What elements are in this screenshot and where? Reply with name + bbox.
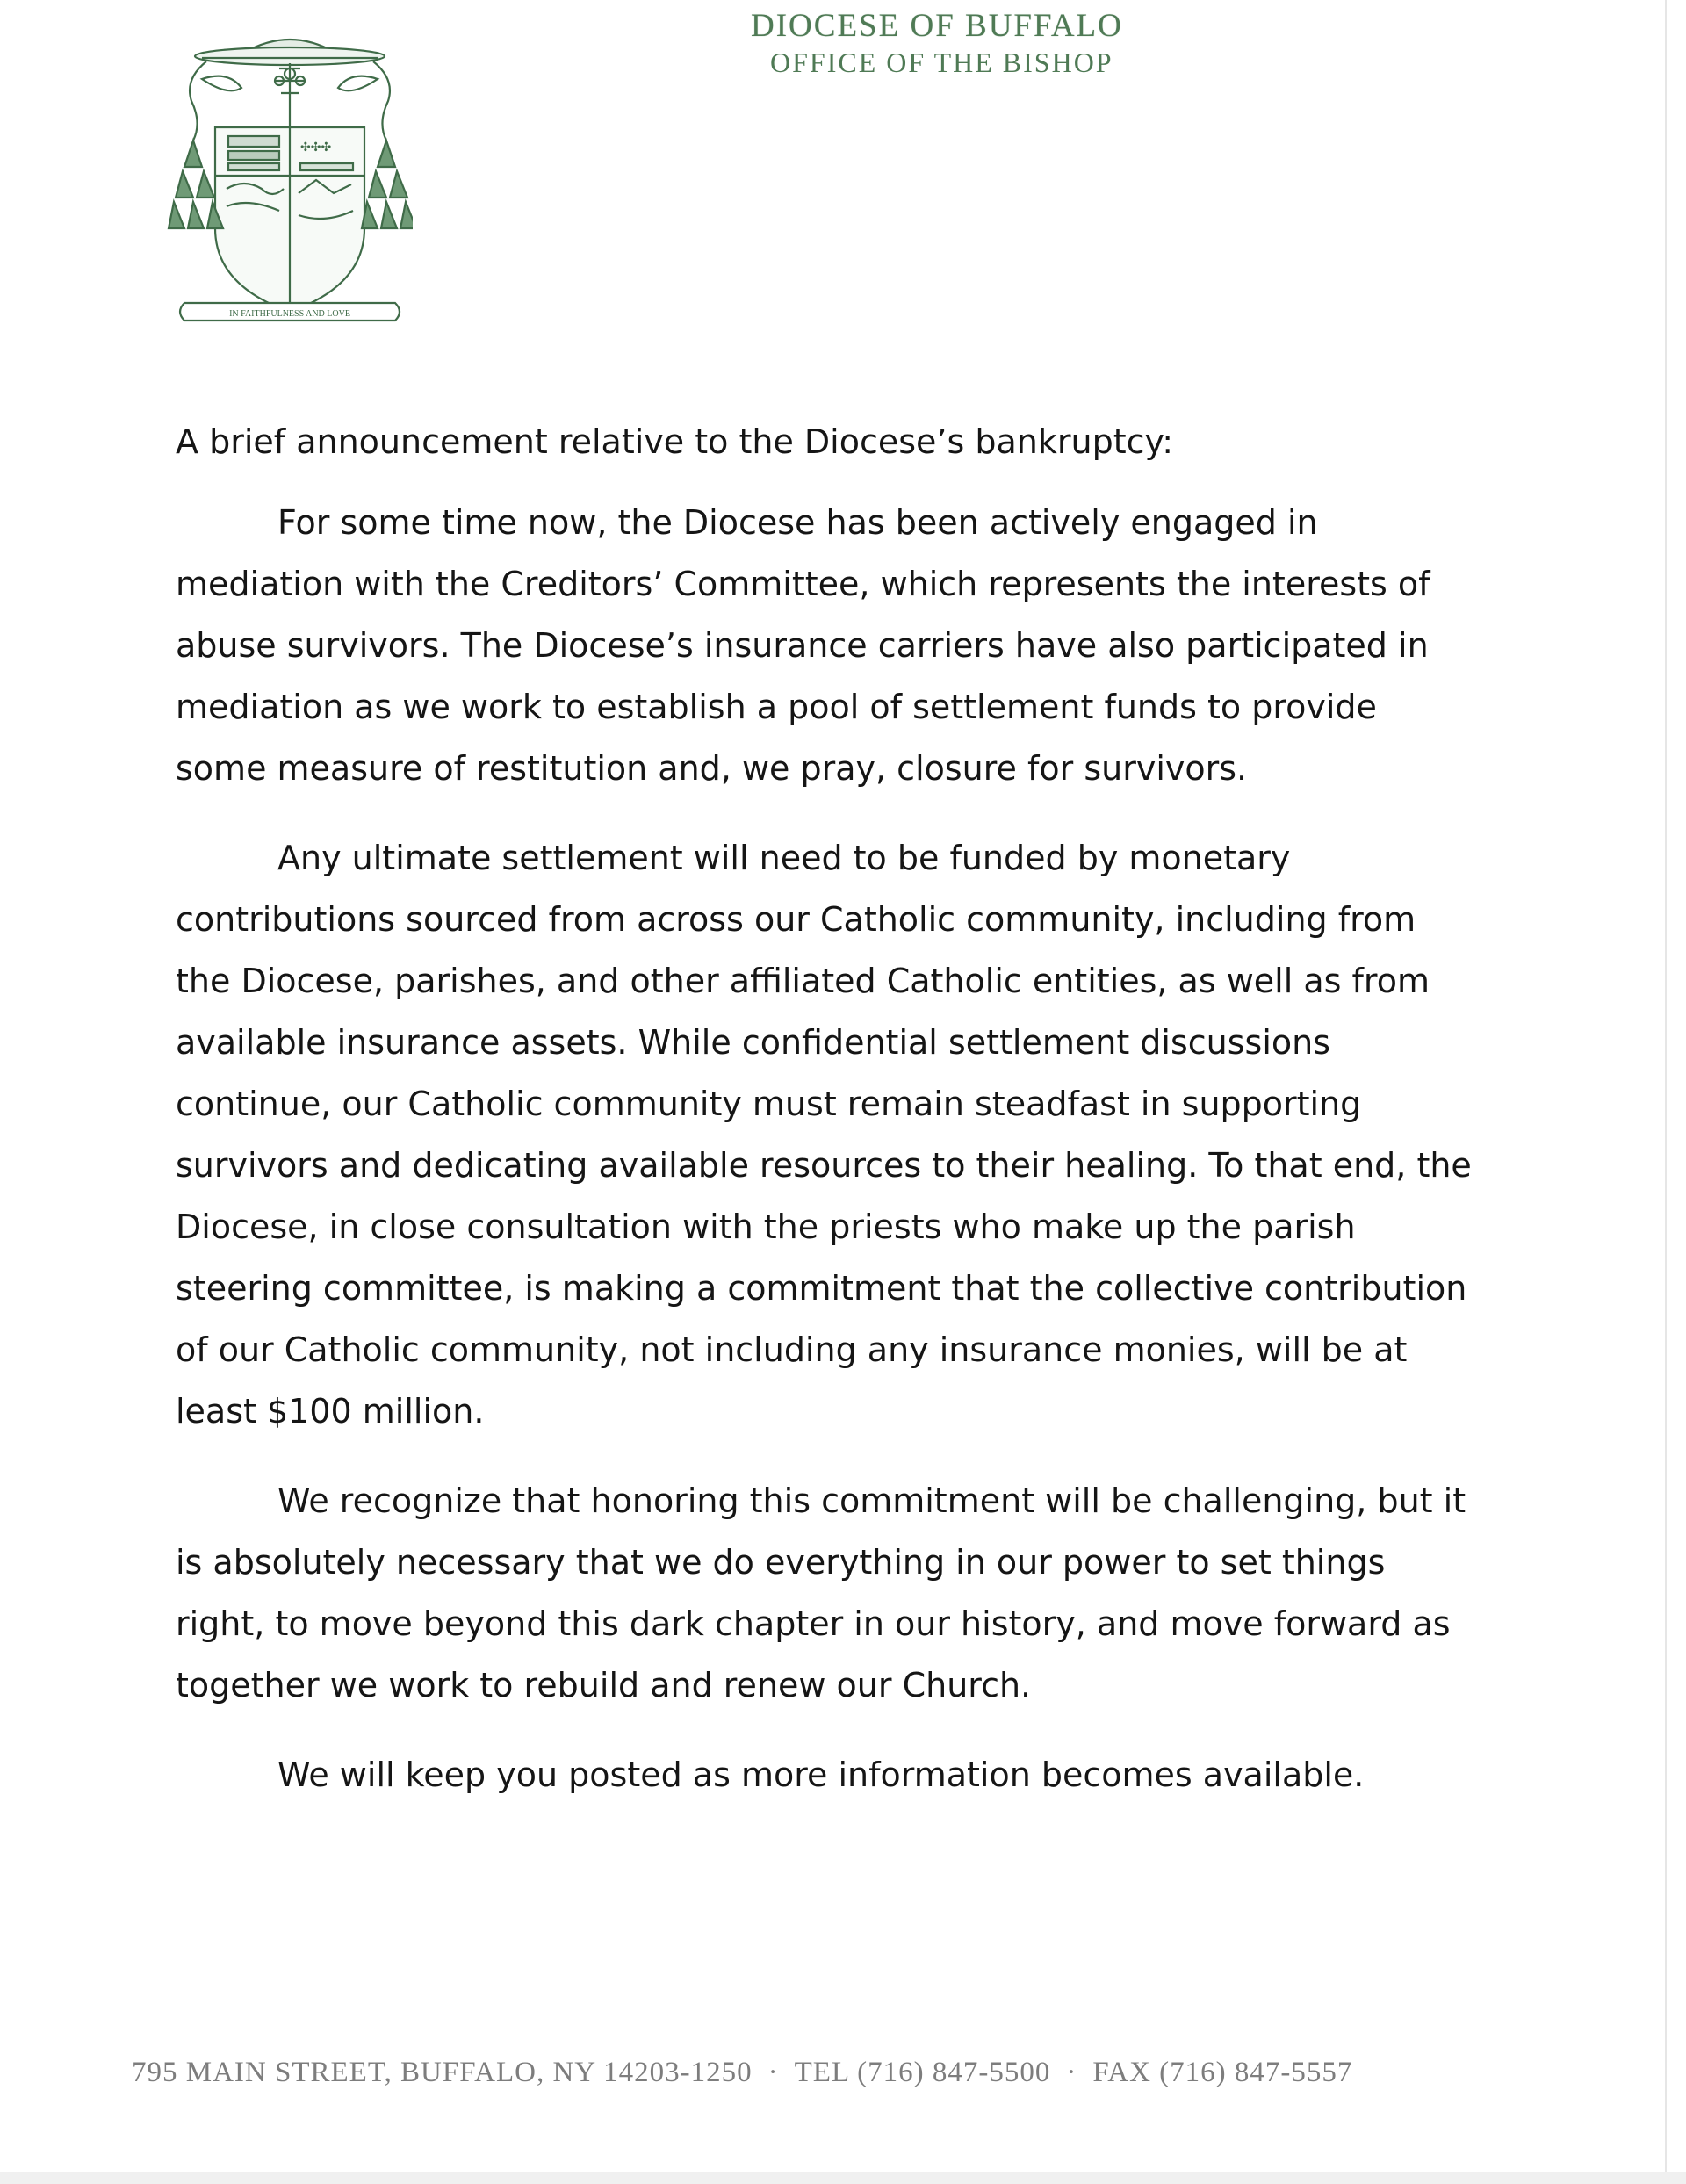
paragraph-mediation: For some time now, the Diocese has been actively engaged in mediation with the Creditors’ Committee, which represents the interests of abuse survivors. The Diocese’s insurance carriers have also participated in mediation as we work to establish a pool of settlement funds to provide some measure of restitution and, we pray, closure for survivors. bbox=[176, 503, 1430, 788]
episcopal-coat-of-arms-icon bbox=[167, 18, 413, 342]
crest-motto: IN FAITHFULNESS AND LOVE bbox=[229, 309, 350, 319]
footer-separator: · bbox=[1066, 2057, 1077, 2088]
paragraph-commitment: We recognize that honoring this commitment will be challenging, but it is absolutely necessary that we do everything in our power to set things right, to move beyond this dark chapter in our history, and move forward as together we work to rebuild and renew our Church. bbox=[176, 1481, 1466, 1705]
letter-body bbox=[176, 411, 1475, 1834]
footer-separator: · bbox=[767, 2057, 779, 2088]
footer-address: 795 MAIN STREET, BUFFALO, NY 14203-1250 bbox=[132, 2057, 753, 2088]
svg-text:✣✣✣: ✣✣✣ bbox=[300, 141, 332, 155]
footer-tel: TEL (716) 847-5500 bbox=[794, 2057, 1051, 2088]
footer-fax: FAX (716) 847-5557 bbox=[1092, 2057, 1353, 2088]
organization-name: DIOCESE OF BUFFALO bbox=[751, 8, 1123, 44]
scan-edge-right bbox=[1665, 0, 1667, 2184]
footer-contact bbox=[132, 2057, 1502, 2089]
scan-edge-bottom bbox=[0, 2172, 1686, 2184]
letterhead bbox=[751, 7, 1278, 79]
office-name: OFFICE OF THE BISHOP bbox=[770, 47, 1113, 78]
paragraph-settlement: Any ultimate settlement will need to be funded by monetary contributions sourced from across our Catholic community, including from the Diocese, parishes, and other affiliated Catholic entities, as well as from available insurance assets. While confidential settlement discussions continue, our Catholic community must remain steadfast in supporting survivors and dedicating available resources to their healing. To that end, the Diocese, in close consultation with the priests who make up the parish steering committee, is making a commitment that the collective contribution of our Catholic community, not including any insurance monies, will be at least $100 million. bbox=[176, 839, 1472, 1431]
paragraph-closing: We will keep you posted as more information becomes available. bbox=[277, 1755, 1365, 1794]
announcement-heading: A brief announcement relative to the Diocese’s bankruptcy: bbox=[176, 422, 1174, 461]
